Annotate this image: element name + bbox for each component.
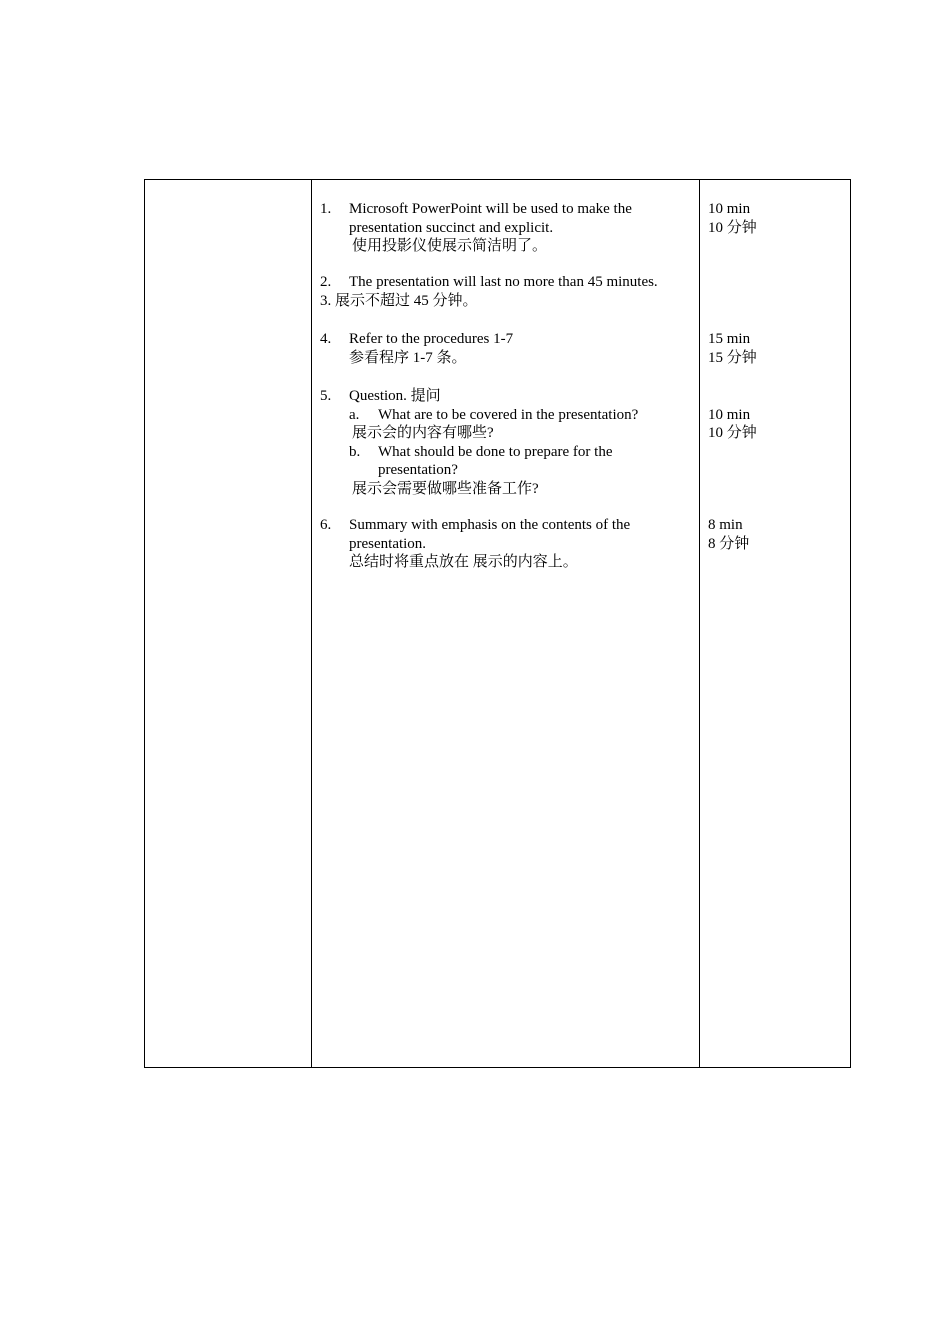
item-5b-text-en-line1: What should be done to prepare for the — [378, 443, 613, 460]
item-5b-text-zh: 展示会需要做哪些准备工作? — [352, 480, 539, 497]
time-1-zh: 10 分钟 — [708, 219, 757, 236]
item-1-text-zh: 使用投影仪使展示简洁明了。 — [352, 238, 548, 254]
time-4-zh: 8 分钟 — [708, 535, 750, 552]
item-2-text-en: The presentation will last no more than 45 minutes. — [349, 274, 658, 290]
item-5a-text-zh: 展示会的内容有哪些? — [352, 425, 494, 441]
item-1-text-en-line2: presentation succinct and explicit. — [349, 219, 554, 236]
item-5-number: 5. — [320, 388, 332, 404]
procedure-table — [144, 179, 851, 1068]
item-6-text-zh: 总结时将重点放在 展示的内容上。 — [349, 554, 578, 570]
item-5b-label: b. — [349, 443, 361, 460]
item-4-number: 4. — [320, 331, 332, 347]
item-5-text: Question. 提问 — [349, 388, 441, 404]
item-5a-text-en: What are to be covered in the presentation? — [378, 406, 639, 423]
item-6-text-en-line2: presentation. — [349, 535, 427, 552]
item-5b-text-en-line2: presentation? — [378, 462, 458, 478]
item-5a-label: a. — [349, 406, 360, 423]
item-4-text-en: Refer to the procedures 1-7 — [349, 331, 514, 347]
time-2-zh: 15 分钟 — [708, 349, 757, 366]
item-1-number: 1. — [320, 201, 332, 217]
time-3-en: 10 min — [708, 406, 751, 423]
item-3-text: 3. 展示不超过 45 分钟。 — [320, 292, 478, 309]
item-6-text-en-line1: Summary with emphasis on the contents of the — [349, 517, 631, 533]
item-6-number: 6. — [320, 517, 332, 533]
item-4-text-zh: 参看程序 1-7 条。 — [349, 349, 467, 366]
time-1-en: 10 min — [708, 201, 751, 217]
column-divider-left — [311, 180, 312, 1067]
item-1-text-en-line1: Microsoft PowerPoint will be used to make the — [349, 201, 632, 217]
item-2-number: 2. — [320, 274, 332, 290]
time-2-en: 15 min — [708, 331, 751, 347]
time-3-zh: 10 分钟 — [708, 425, 757, 441]
column-divider-right — [699, 180, 700, 1067]
time-4-en: 8 min — [708, 517, 743, 533]
